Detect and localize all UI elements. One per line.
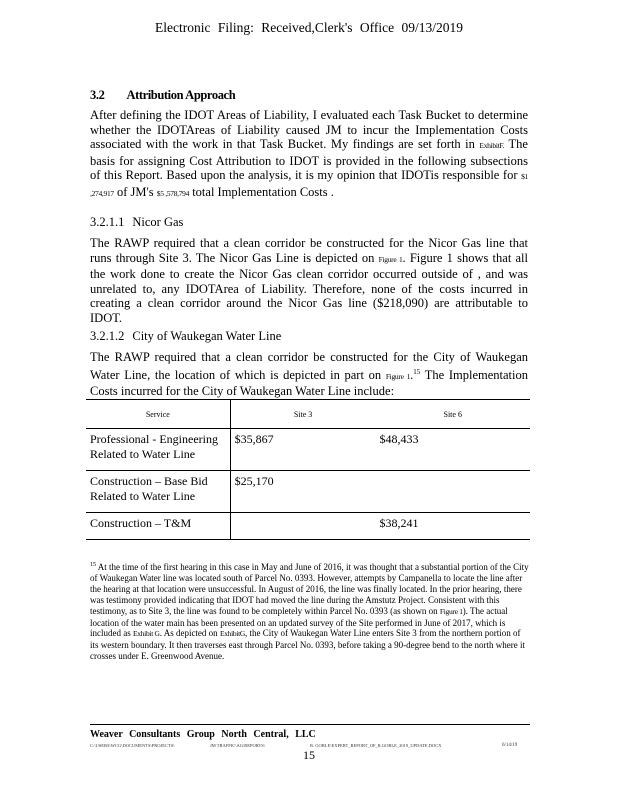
site6-cell: $38,241 xyxy=(375,513,530,540)
footer-path: JM TRAFFIC\AG\REPORTS\ xyxy=(210,743,266,748)
site3-cell: $25,170 xyxy=(230,471,375,513)
footnote-marker: 15 xyxy=(413,367,421,376)
column-header-site3: Site 3 xyxy=(230,400,375,429)
column-header-service: Service xyxy=(86,400,230,429)
footer-rule xyxy=(90,724,530,725)
exhibit-f-ref: ExhibitF. xyxy=(479,141,505,151)
para-text: of JM's xyxy=(113,184,154,199)
subsection-number: 3.2.1.1 xyxy=(90,215,125,229)
subsection-number: 3.2.1.2 xyxy=(90,329,125,343)
idot-amount: $1 ,274,917 xyxy=(90,172,528,198)
footer-firm-name: Weaver Consultants Group North Central, LLC xyxy=(90,729,316,740)
figure-1-ref: Figure 1 xyxy=(439,606,463,616)
footnote-text: , the City of Waukegan Water Line enters Site 3 from the northern portion of its western boundary. It then traverses east through Parcel No. 0393, before taking a 90-degree bend to the north where it crosses under E. Greenwood Avenue. xyxy=(90,628,526,662)
site6-cell xyxy=(375,471,530,513)
service-cell: Construction – Base Bid Related to Water Line xyxy=(86,471,230,513)
attribution-paragraph xyxy=(90,108,528,202)
para-text: The basis for assigning Cost Attribution to IDOT is provided in the following subsections of this Report. Based upon the analysis, it is my opinion that IDOTis responsible for xyxy=(90,137,528,183)
footnote-text: ). The actual location of the water main has been presented on an updated survey of the Site performed in June of 2017, which is included as xyxy=(90,605,508,639)
para-text: . Figure 1 shows that all the work done to create the Nicor Gas clean corridor occurred outside of , and was unrelated to, any IDOTArea of Liability. Therefore, none of the costs incurred in creating a clean corridor around the Nicor Gas line ($218,090) are attributable to IDOT. xyxy=(90,250,528,325)
para-text: The RAWP required that a clean corridor be constructed for the City of Waukegan Water Line, the location of which is depicted in part on xyxy=(90,350,528,382)
waukegan-heading xyxy=(90,329,281,344)
figure-1-ref: Figure 1 xyxy=(385,371,411,381)
table-row xyxy=(86,429,530,471)
figure-1-ref: Figure 1 xyxy=(378,254,403,264)
para-text: The RAWP required that a clean corridor be constructed for the Nicor Gas line that runs through Site 3. The Nicor Gas Line is depicted on xyxy=(90,236,528,265)
para-text: After defining the IDOT Areas of Liability, I evaluated each Task Bucket to determine whether the IDOTAreas of Liability caused JM to incur the Implementation Costs associated with the work in that Task Bucket. My findings are set forth in xyxy=(90,108,528,152)
filing-stamp: Electronic Filing: Received,Clerk's Office 09/13/2019 xyxy=(155,20,463,35)
service-cell: Construction – T&M xyxy=(86,513,230,540)
footnote-15 xyxy=(90,560,530,662)
footer-path: R. GOBLE\EXPERT_REPORT_OF_R.GOBLE_2019_UPDATE.DOCX xyxy=(310,743,442,748)
nicor-heading xyxy=(90,215,183,230)
footnote-text: At the time of the first hearing in this case in May and June of 2016, it was thought that a substantial portion of the City of Waukegan Water line was located south of Parcel No. 0393. However, attempts by Campanella to locate the line after the hearing at that location were unsuccessful. In August of 2016, the line was finally located. In the prior hearing, there was testimony provided indicating that IDOT had moved the line during the Amstutz Project. Consistent with this testimony, as to Site 3, the line was found to be completely within Parcel No. 0393 (as shown on xyxy=(90,562,529,616)
footer-path: C:\USERS\WCG\DOCUMENTS\PROJECTS\ xyxy=(90,743,175,748)
subsection-title: Nicor Gas xyxy=(132,215,184,229)
para-text: The Implementation Costs incurred for the City of Waukegan Water Line include: xyxy=(90,367,528,399)
subsection-title: City of Waukegan Water Line xyxy=(132,329,282,343)
column-header-site6: Site 6 xyxy=(375,400,530,429)
site3-cell: $35,867 xyxy=(230,429,375,471)
total-amount: $5 ,578,794 xyxy=(156,188,190,198)
implementation-costs-table xyxy=(86,399,530,540)
table-header-row xyxy=(86,400,530,429)
section-heading xyxy=(90,88,235,103)
exhibit-g-ref: ExhibitG xyxy=(219,629,246,639)
page-number: 15 xyxy=(303,748,315,762)
table-row xyxy=(86,471,530,513)
footnote-text: . As depicted on xyxy=(159,628,218,639)
table-row xyxy=(86,513,530,540)
waukegan-paragraph: The RAWP required that a clean corridor be constructed for the City of Waukegan Water Line, the location of which is depicted in part on Figure 1.15 The Implementation Costs incurred for the City of Waukegan Water Line include: xyxy=(90,350,528,399)
section-title: Attribution Approach xyxy=(126,88,236,102)
para-text: total Implementation Costs . xyxy=(189,184,334,199)
site3-cell xyxy=(230,513,375,540)
section-number: 3.2 xyxy=(90,88,105,102)
site6-cell: $48,433 xyxy=(375,429,530,471)
footer-date: 6/14/19 xyxy=(502,743,518,748)
footnote-number: 15 xyxy=(90,562,96,568)
service-cell: Professional - Engineering Related to Water Line xyxy=(86,429,230,471)
exhibit-g-ref: Exhibit G xyxy=(133,629,160,639)
nicor-paragraph xyxy=(90,236,528,326)
